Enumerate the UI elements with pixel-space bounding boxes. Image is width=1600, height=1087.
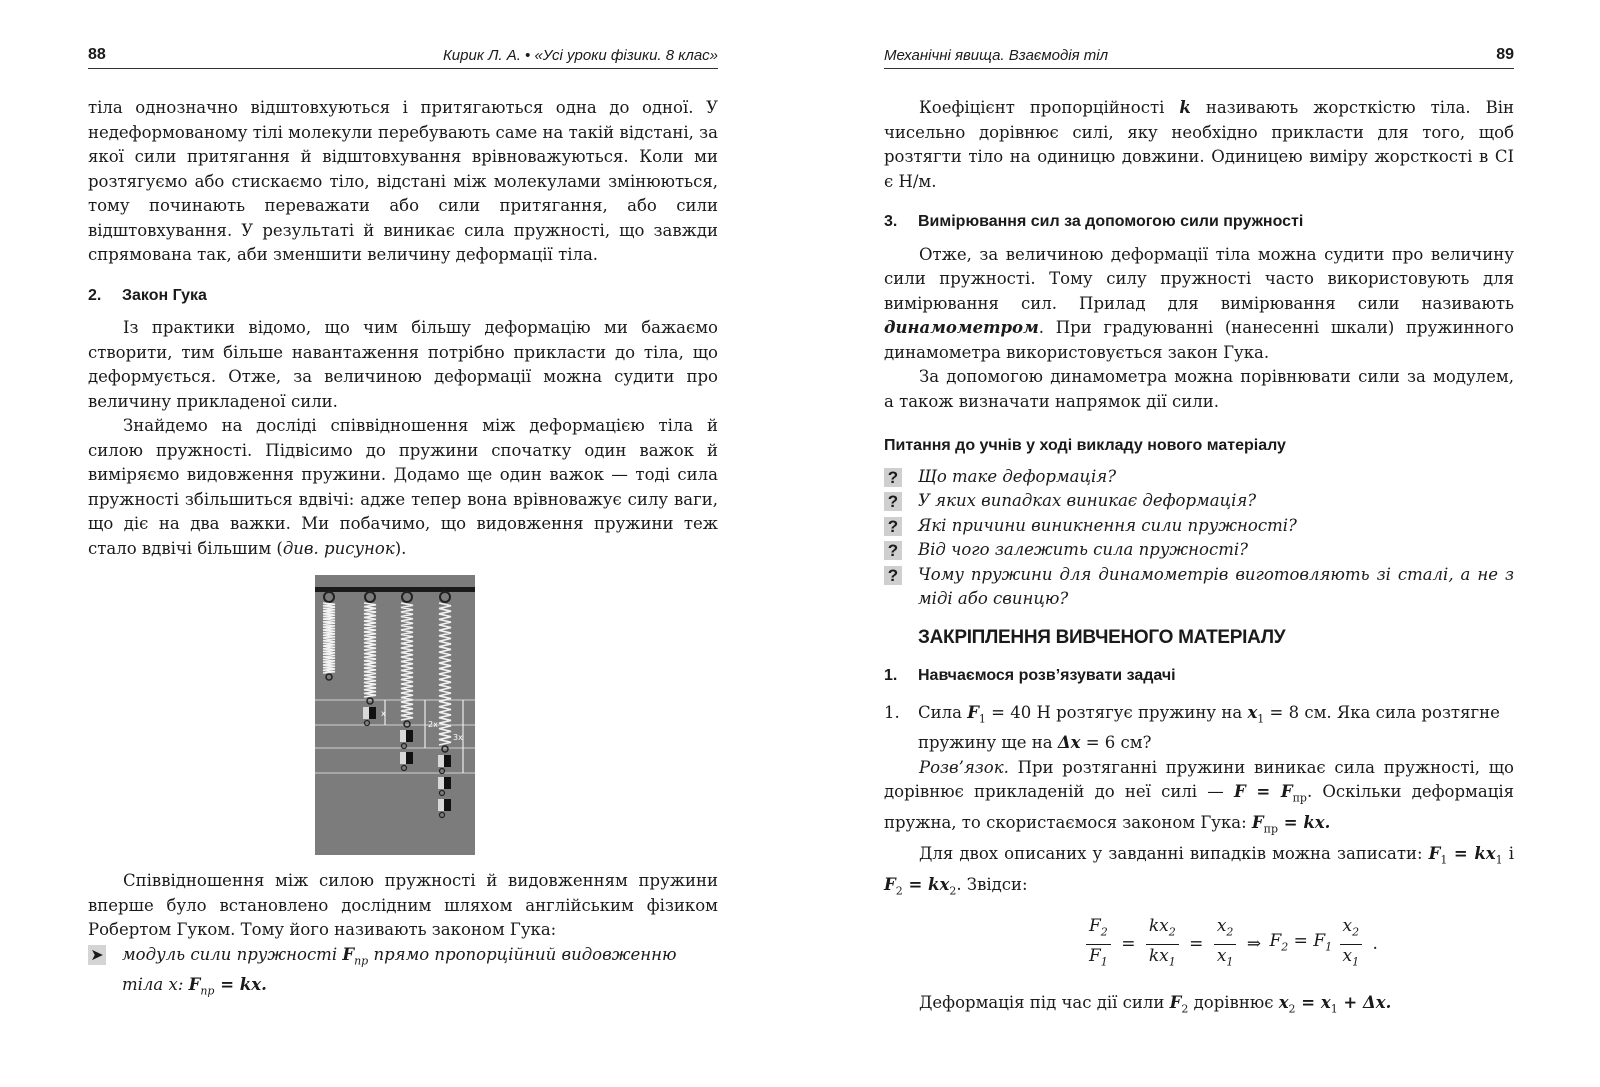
question-icon: ?: [884, 566, 902, 585]
paragraph-text: При розтяганні пружини виникає сила пружності, що дорівнює прикладеній до неї силі —: [884, 757, 1514, 802]
weight: [444, 755, 451, 767]
right-column: [884, 96, 1514, 1022]
weight: [438, 777, 444, 789]
paragraph-text: . Звідси:: [956, 874, 1028, 894]
task-text: = 8 см. Яка сила розтягне пружину ще на: [918, 702, 1500, 753]
section-number: 1.: [884, 667, 898, 684]
paragraph-text: Знайдемо на досліді співвідношення між деформацією тіла й силою пружності. Підвісимо до пружини спочатку один важок й виміряємо видовження пружини. Додамо ще один важок — тоді сила пружності збільшиться вдвічі: адже тепер вона врівноважує силу ваги, що діє на два важки. Ми побачимо, що видовження пружини теж стало вдвічі більшим (: [88, 416, 718, 558]
solution-label: Розв’язок.: [919, 757, 1009, 777]
question-icon: ?: [884, 517, 902, 536]
running-head-left: [88, 46, 718, 69]
display-formula: [1084, 915, 1514, 975]
formula-subscript: 2: [1288, 1002, 1296, 1016]
symbol-k: k: [1179, 98, 1191, 117]
question-text: Чому пружини для динамометрів виготовляють зі сталі, а не з міді або свинцю?: [918, 564, 1514, 608]
weight: [363, 707, 369, 719]
inline-formula: = x: [1295, 993, 1331, 1013]
task-subscript: 1: [1257, 711, 1265, 725]
weight: [369, 707, 376, 719]
inline-formula: F: [1169, 993, 1182, 1013]
running-title: Механічні явища. Взаємодія тіл: [884, 47, 1109, 64]
law-text: прямо пропорційний видовженню тіла x:: [122, 944, 677, 995]
intro-paragraph: тіла однозначно відштовхуються і притягаються одна до одної. У недеформованому тілі молекули перебувають саме на такій відстані, за якої сили притягання й відштовхування врівноважуються. Коли ми розтягуємо або стискаємо тіло, відстані між молекулами змінюються, тому починають переважати або сили притягання, або сили відштовхування. У результаті й виникає сила пружності, що завжди спрямована так, аби зменшити величину деформації тіла.: [88, 98, 718, 264]
left-column: [88, 96, 718, 1004]
questions-heading: Питання до учнів у ході викладу нового матеріалу: [884, 437, 1286, 454]
springs-illustration: [315, 575, 475, 855]
period: .: [1372, 934, 1378, 955]
paragraph-text: Отже, за величиною деформації тіла можна судити про величину сили пружності. Тому силу пружності часто використовують для вимірювання сил. Прилад для вимірювання сили називають: [884, 244, 1514, 313]
equals-sign: =: [1189, 934, 1204, 955]
section-title: Вимірювання сил за допомогою сили пружності: [918, 213, 1304, 230]
arrow-icon: ➤: [88, 945, 106, 965]
page-number: 89: [1496, 46, 1514, 63]
paragraph: [884, 842, 1514, 904]
task-item: [884, 701, 1514, 756]
formula-subscript: 1: [1330, 1002, 1338, 1016]
figure-reference: див. рисунок: [282, 538, 395, 558]
paragraph-text: . При градуюванні (нанесенні шкали) пружинного динамометра використовується закон Гука.: [884, 318, 1514, 362]
task-subscript: 1: [978, 711, 986, 725]
paragraph-text: і: [1502, 843, 1514, 863]
paragraph: Співвідношення між силою пружності й видовженням пружини вперше було встановлено дослідним шляхом англійським фізиком Робертом Гуком. Тому його називають законом Гука:: [88, 871, 718, 939]
section-title: Закон Гука: [122, 286, 207, 304]
hooke-law-statement: [88, 943, 718, 1005]
fraction: $\frac{x_2}{x_1}$: [1214, 915, 1237, 973]
section-number: 3.: [884, 213, 898, 230]
label-2x: 2x: [428, 720, 438, 729]
section-title: Навчаємося розв’язувати задачі: [918, 667, 1176, 684]
formula-subscript: 2: [949, 883, 957, 897]
springs-figure: [315, 575, 475, 855]
weight: [438, 755, 444, 767]
question-text: Що таке деформація?: [918, 466, 1117, 486]
law-formula: = kx.: [214, 975, 267, 995]
question-icon: ?: [884, 492, 902, 511]
paragraph-text: Для двох описаних у завданні випадків можна записати:: [919, 843, 1429, 863]
task-symbol: x: [1247, 702, 1258, 722]
question-icon: ?: [884, 468, 902, 487]
question-text: Від чого залежить сила пружності?: [918, 540, 1248, 559]
right-page: [800, 0, 1600, 1087]
task-text: = 6 см?: [1080, 733, 1152, 753]
inline-formula: F = F: [1233, 782, 1293, 802]
question-item: [884, 465, 1514, 490]
weight: [406, 730, 413, 742]
question-icon: ?: [884, 541, 902, 560]
page-number: 88: [88, 46, 106, 63]
weight: [406, 752, 413, 764]
fraction: $\frac{F_2}{F_1}$: [1086, 915, 1111, 973]
paragraph-text: Деформація під час дії сили: [919, 993, 1170, 1013]
paragraph-text: ).: [394, 538, 407, 558]
formula-subscript: 1: [1495, 853, 1503, 867]
section-heading-hooke: [88, 284, 718, 309]
solution-paragraph: [884, 756, 1514, 842]
term-dynamometer: динамометром: [884, 318, 1039, 337]
law-text: модуль сили пружності: [122, 944, 343, 964]
fraction: $\frac{kx_2}{kx_1}$: [1146, 915, 1179, 973]
formula-subscript: пр: [1263, 822, 1279, 836]
inline-formula: F: [1428, 843, 1441, 863]
paragraph: Із практики відомо, що чим більшу деформацію ми бажаємо створити, тим більше навантаження потрібно прикласти до тіла, що деформується. Отже, за величиною деформації можна судити про величину прикладеної сили.: [88, 318, 718, 411]
weight: [444, 799, 451, 811]
question-item: [884, 538, 1514, 563]
paragraph: [884, 991, 1514, 1022]
law-formula: F: [188, 975, 201, 995]
question-item: [884, 563, 1514, 612]
task-number: 1.: [884, 702, 900, 722]
weight: [400, 730, 406, 742]
inline-formula: + Δx.: [1337, 993, 1392, 1013]
consolidation-heading: ЗАКРІПЛЕННЯ ВИВЧЕНОГО МАТЕРІАЛУ: [918, 626, 1286, 648]
subsection-heading: [884, 664, 1514, 689]
section-number: 2.: [88, 286, 102, 304]
inline-formula: x: [1278, 993, 1289, 1013]
formula-rhs: $F_2 = F_1$: [1269, 930, 1333, 954]
paragraph: За допомогою динамометра можна порівнювати сили за модулем, а також визначати напрямок дії сили.: [884, 367, 1514, 411]
paragraph-text: . Оскільки деформація пружна, то скористаємося законом Гука:: [884, 782, 1515, 833]
formula-subscript: 2: [895, 883, 903, 897]
weight: [400, 752, 406, 764]
support-bar: [315, 587, 475, 592]
question-item: [884, 514, 1514, 539]
paragraph: [88, 414, 718, 561]
section-heading-measurement: [884, 210, 1514, 235]
task-symbol: Δx: [1057, 733, 1081, 753]
implies-sign: ⇒: [1246, 934, 1262, 955]
law-subscript: пр: [200, 984, 215, 998]
question-text: Які причини виникнення сили пружності?: [918, 515, 1297, 535]
task-text: Сила: [918, 702, 968, 722]
paragraph: [884, 243, 1514, 366]
paragraph-text: називають жорсткістю тіла. Він чисельно дорівнює силі, яку необхідно прикласти для того, щоб розтягти тіло на одиницю довжини. Одиницею виміру жорсткості в СІ є Н/м.: [884, 98, 1514, 191]
task-text: = 40 Н розтягує пружину на: [985, 702, 1248, 722]
questions-list: [884, 465, 1514, 612]
law-symbol: F: [342, 944, 355, 964]
inline-formula: F: [884, 874, 896, 894]
question-item: [884, 489, 1514, 514]
label-x: x: [381, 709, 386, 718]
paragraph-text: Коефіцієнт пропорційності: [919, 98, 1180, 117]
weight: [438, 799, 444, 811]
fraction: $\frac{x_2}{x_1}$: [1340, 915, 1363, 973]
inline-formula: = kx.: [1278, 813, 1331, 833]
question-text: У яких випадках виникає деформація?: [918, 491, 1257, 510]
paragraph: [884, 96, 1514, 194]
law-subscript: пр: [354, 953, 369, 967]
inline-formula: = kx: [1447, 843, 1496, 863]
inline-formula: F: [1251, 813, 1264, 833]
equals-sign: =: [1121, 934, 1136, 955]
running-head-right: [884, 46, 1514, 69]
running-title: Кирик Л. А. • «Усі уроки фізики. 8 клас»: [442, 47, 718, 64]
paragraph-text: дорівнює: [1188, 993, 1279, 1013]
formula-subscript: пр: [1292, 791, 1307, 805]
inline-formula: = kx: [902, 874, 950, 894]
task-symbol: F: [967, 702, 979, 722]
formula-subscript: 2: [1181, 1002, 1189, 1016]
weight: [444, 777, 451, 789]
formula-subscript: 1: [1440, 853, 1448, 867]
label-3x: 3x: [453, 733, 463, 742]
